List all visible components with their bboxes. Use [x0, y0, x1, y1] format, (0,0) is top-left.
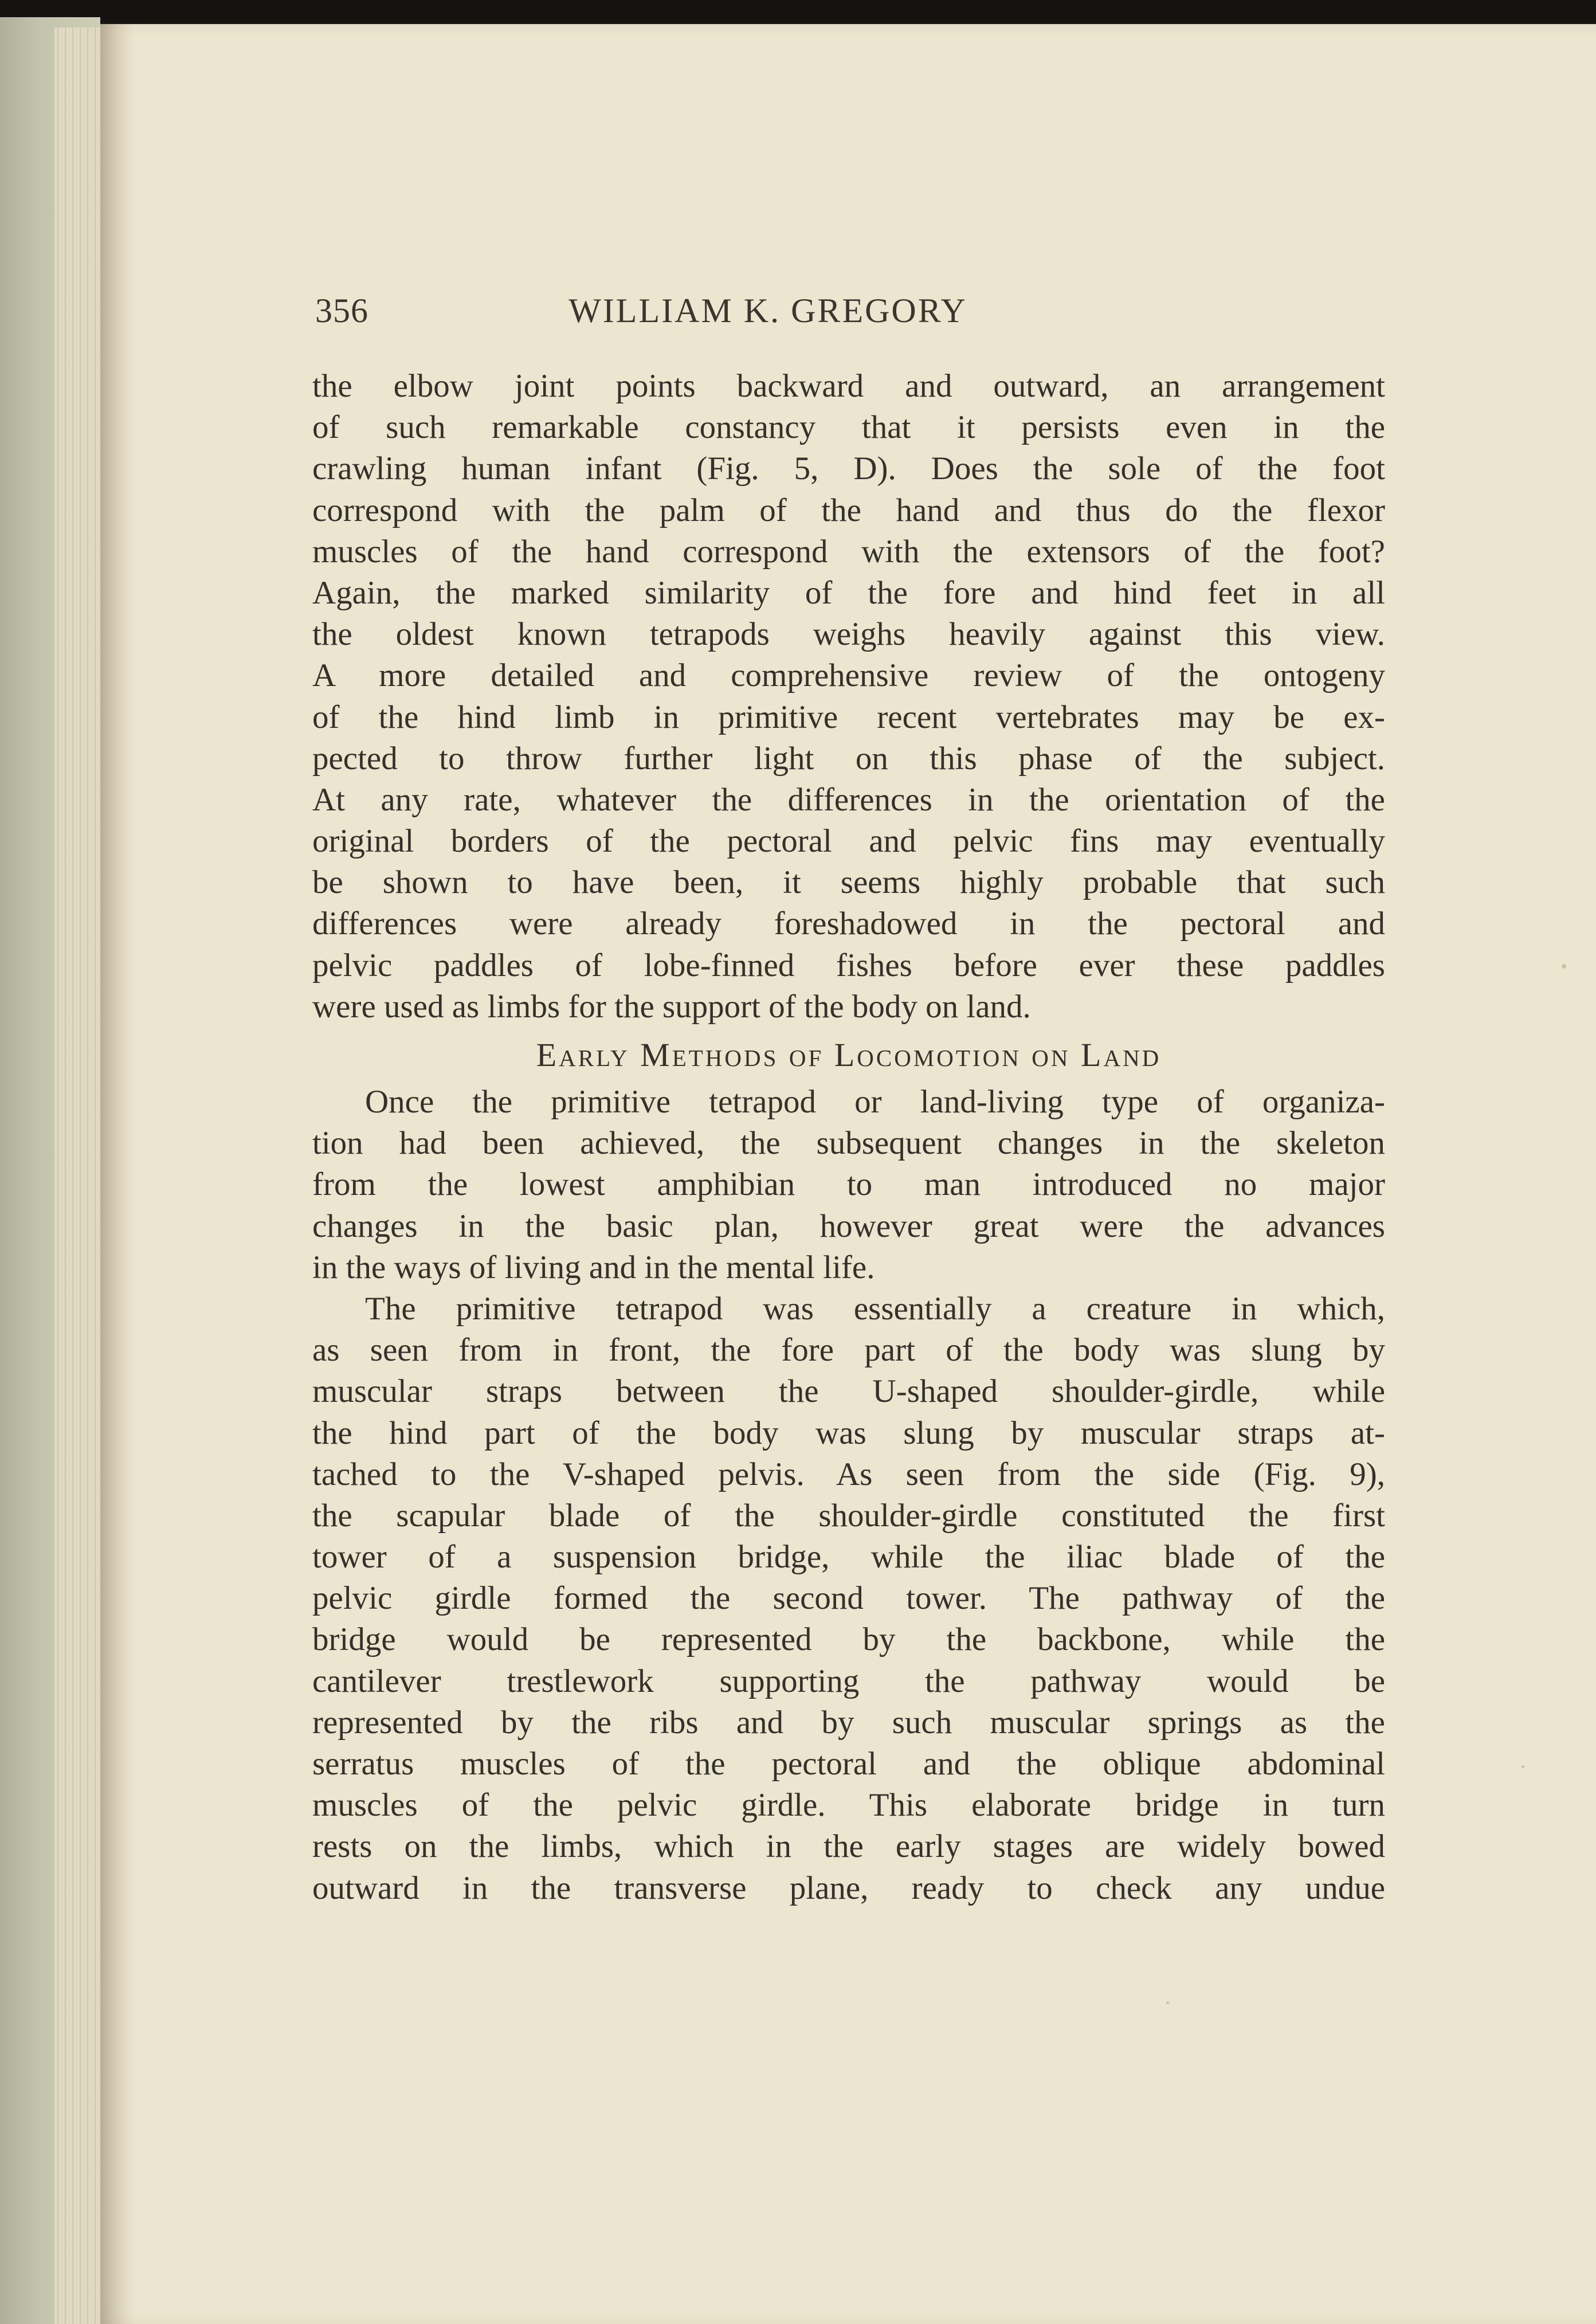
- text-line: pelvic paddles of lobe-finned fishes before ever these paddles: [312, 947, 1385, 983]
- text-line: At any rate, whatever the differences in the orientation of the: [312, 781, 1385, 818]
- text-line: represented by the ribs and by such muscular springs as the: [312, 1704, 1385, 1741]
- text-line: the hind part of the body was slung by muscular straps at-: [312, 1414, 1385, 1451]
- text-line: crawling human infant (Fig. 5, D). Does the sole of the foot: [312, 450, 1385, 487]
- text-line: pected to throw further light on this phase of the subject.: [312, 740, 1385, 777]
- text-line: A more detailed and comprehensive review of the ontogeny: [312, 657, 1385, 694]
- text-line: changes in the basic plan, however great were the advances: [312, 1208, 1385, 1244]
- page-number: 356: [315, 292, 368, 330]
- text-line: cantilever trestlework supporting the pathway would be: [312, 1663, 1385, 1699]
- section-heading: Early Methods of Locomotion on Land: [536, 1036, 1162, 1073]
- paragraph-2: [312, 1081, 1385, 1288]
- text-line: tion had been achieved, the subsequent changes in the skeleton: [312, 1125, 1385, 1162]
- text-line: tached to the V-shaped pelvis. As seen from the side (Fig. 9),: [312, 1456, 1385, 1492]
- text-line: muscular straps between the U-shaped shoulder-girdle, while: [312, 1373, 1385, 1410]
- text-line: in the ways of living and in the mental life.: [312, 1249, 875, 1286]
- text-line: muscles of the pelvic girdle. This elaborate bridge in turn: [312, 1787, 1385, 1824]
- text-line: tower of a suspension bridge, while the iliac blade of the: [312, 1539, 1385, 1576]
- text-line: Once the primitive tetrapod or land-living type of organiza-: [365, 1084, 1385, 1120]
- text-line: original borders of the pectoral and pelvic fins may eventually: [312, 823, 1385, 860]
- text-line: correspond with the palm of the hand and thus do the flexor: [312, 492, 1385, 528]
- text-line: pelvic girdle formed the second tower. The pathway of the: [312, 1580, 1385, 1617]
- scan-background-top: [0, 0, 1596, 23]
- running-head: WILLIAM K. GREGORY: [568, 292, 967, 330]
- paper-speck: [1522, 1765, 1524, 1768]
- page-header: [315, 291, 1152, 343]
- text-line: outward in the transverse plane, ready to check any undue: [312, 1870, 1385, 1906]
- text-line: The primitive tetrapod was essentially a creature in which,: [365, 1290, 1385, 1327]
- text-line: muscles of the hand correspond with the extensors of the foot?: [312, 533, 1385, 570]
- body-text: [312, 366, 1385, 1909]
- text-line: be shown to have been, it seems highly probable that such: [312, 864, 1385, 901]
- paper-speck: [1166, 2001, 1169, 2004]
- text-line: rests on the limbs, which in the early stages are widely bowed: [312, 1828, 1385, 1865]
- paragraph-1: [312, 366, 1385, 1028]
- paper-speck: [1562, 964, 1566, 969]
- text-line: the oldest known tetrapods weighs heavily against this view.: [312, 616, 1385, 653]
- text-line: from the lowest amphibian to man introduced no major: [312, 1166, 1385, 1203]
- text-line: were used as limbs for the support of the body on land.: [312, 988, 1031, 1025]
- text-line: the scapular blade of the shoulder-girdle constituted the first: [312, 1497, 1385, 1534]
- text-line: of the hind limb in primitive recent vertebrates may be ex-: [312, 699, 1385, 735]
- text-line: of such remarkable constancy that it persists even in the: [312, 409, 1385, 446]
- text-line: the elbow joint points backward and outward, an arrangement: [312, 368, 1385, 404]
- text-line: Again, the marked similarity of the fore and hind feet in all: [312, 574, 1385, 611]
- paragraph-3: [312, 1288, 1385, 1909]
- text-line: as seen from in front, the fore part of the body was slung by: [312, 1332, 1385, 1369]
- text-line: differences were already foreshadowed in the pectoral and: [312, 906, 1385, 942]
- text-line: bridge would be represented by the backbone, while the: [312, 1621, 1385, 1658]
- text-line: serratus muscles of the pectoral and the oblique abdominal: [312, 1746, 1385, 1782]
- gutter-shadow: [100, 24, 135, 2324]
